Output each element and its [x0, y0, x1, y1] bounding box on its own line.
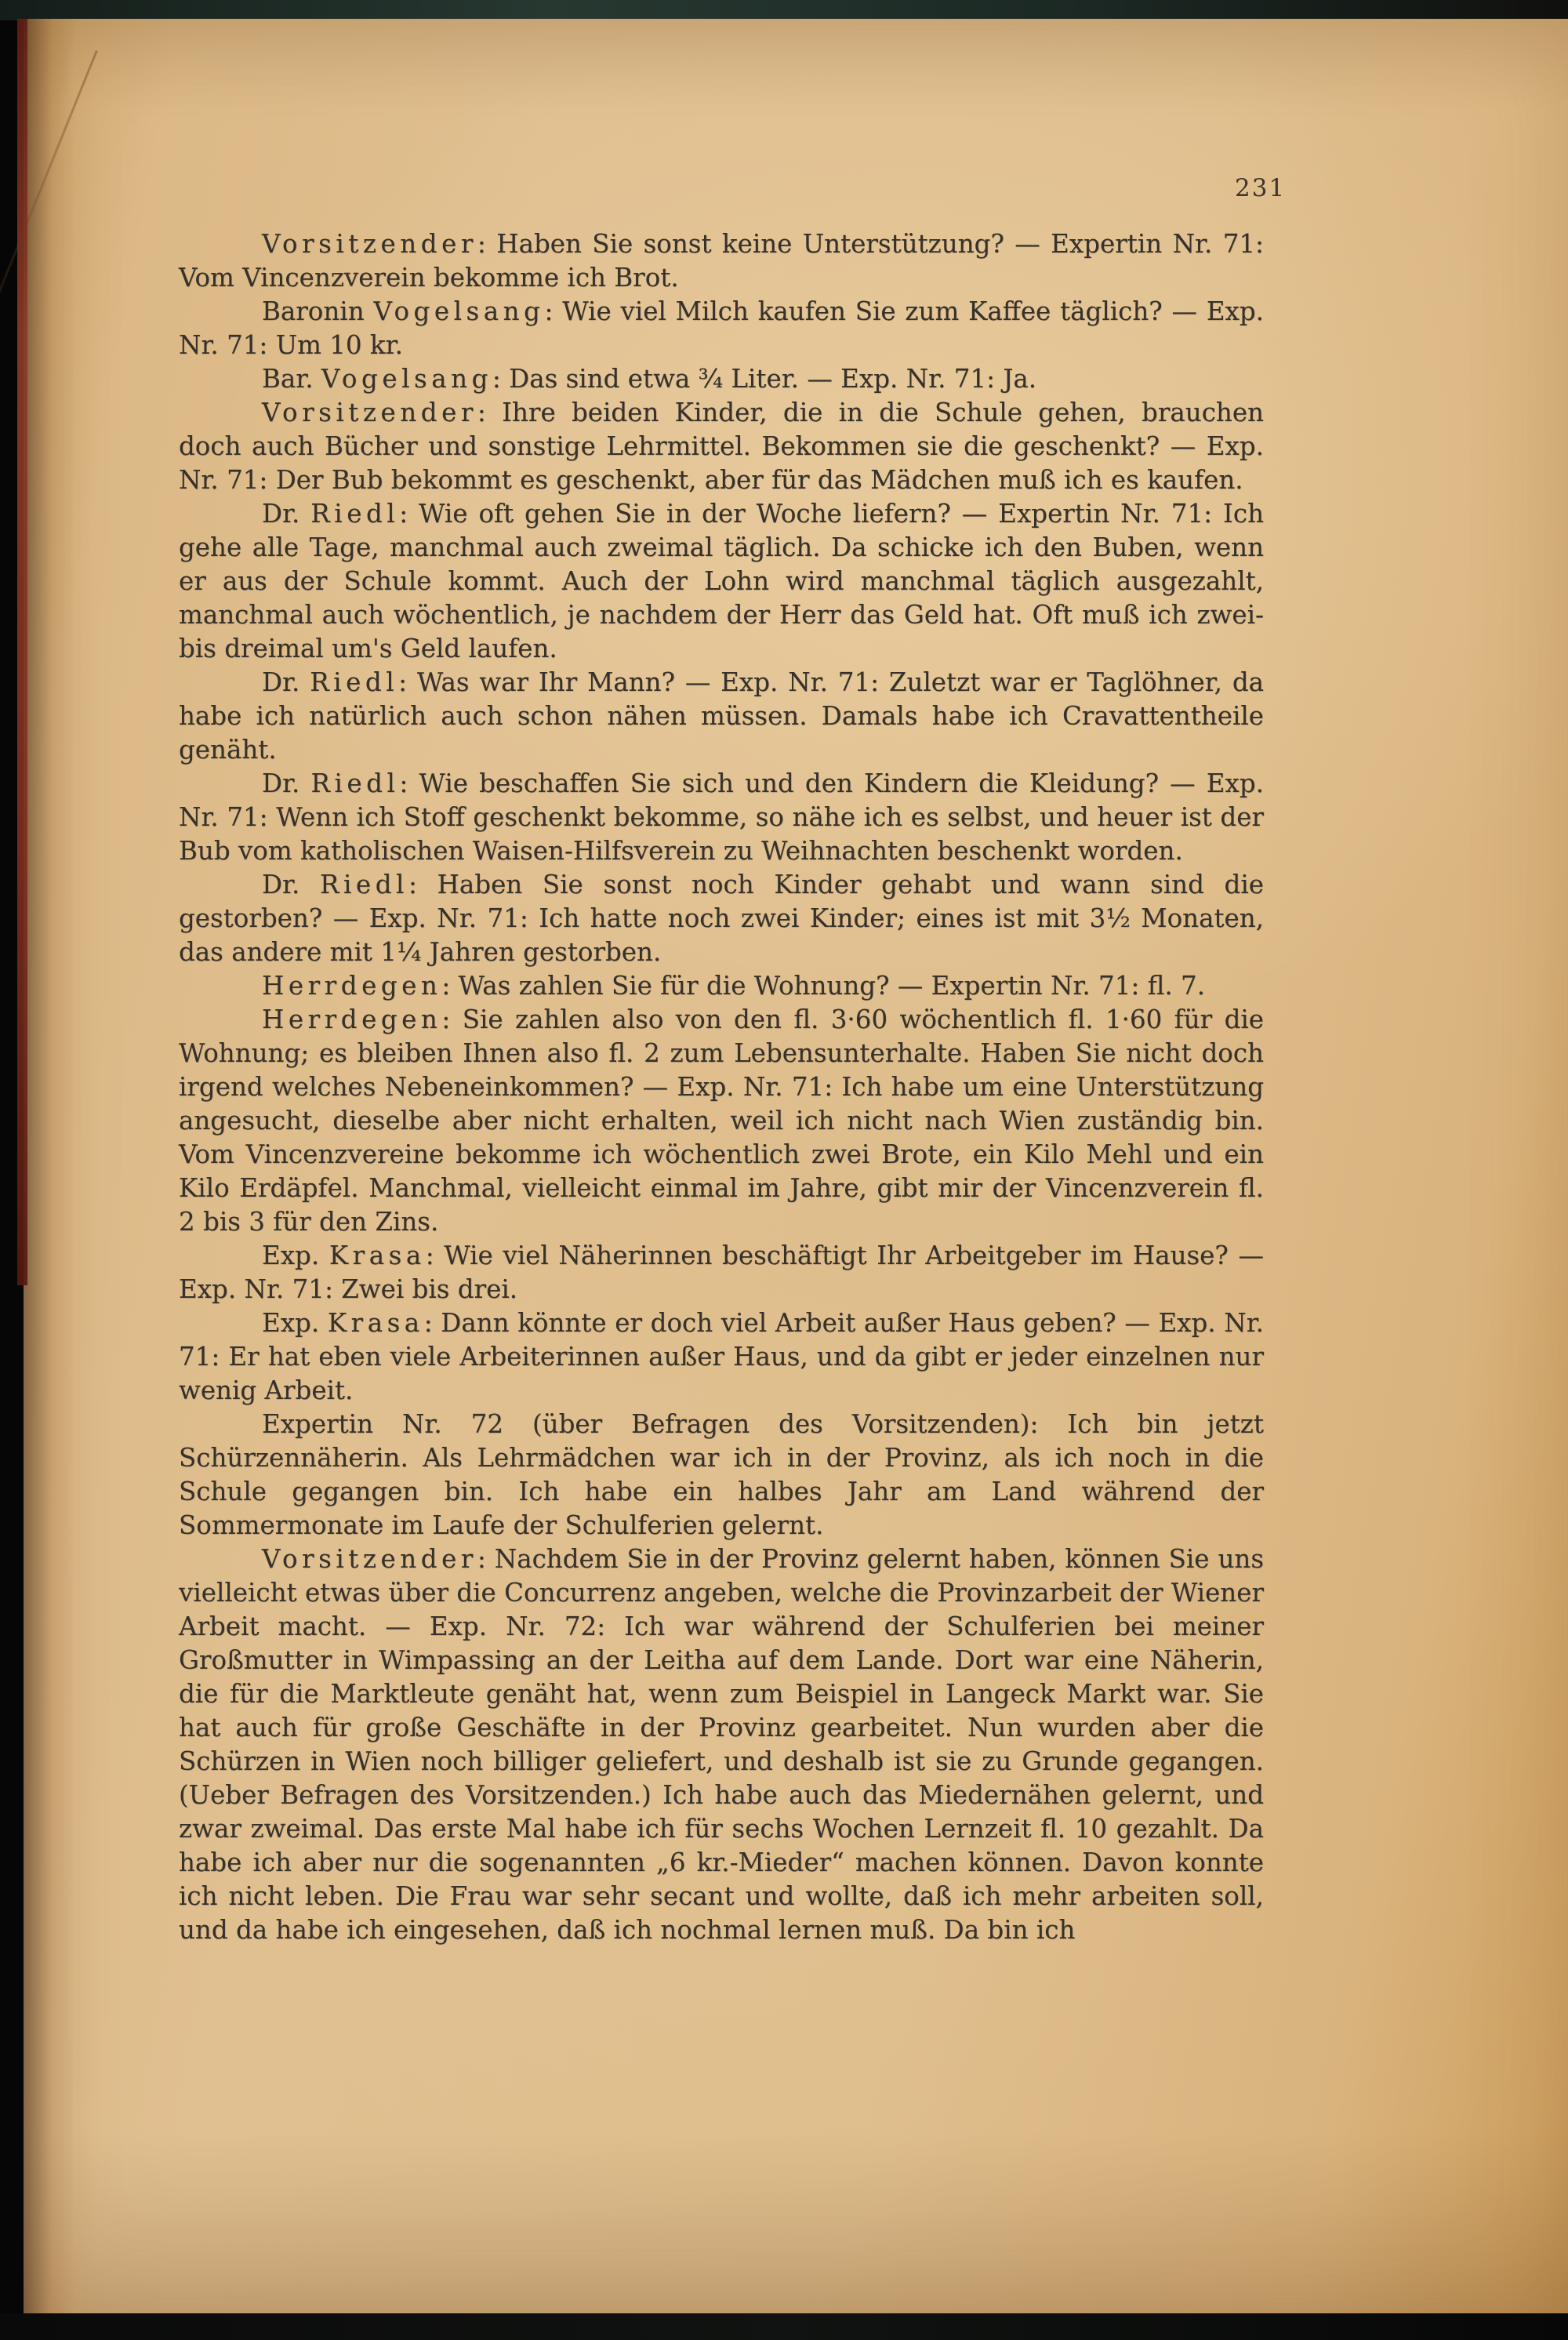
paragraph: [179, 1408, 1264, 1542]
paragraph-text: : Wie beschaffen Sie sich und den Kindern die Kleidung? — Exp. Nr. 71: Wenn ich Stoff geschenkt bekomme, so nähe ich es selbst, und heuer ist der Bub vom katholischen Waisen-Hilfsverein zu Weihnachten beschenkt worden.: [179, 768, 1264, 866]
paragraph-text: : Haben Sie sonst noch Kinder gehabt und wann sind die gestorben? — Exp. Nr. 71: Ich hatte noch zwei Kinder; eines ist mit 3½ Monaten, das andere mit 1¼ Jahren gestorben.: [179, 870, 1264, 967]
paragraph-text: : Was zahlen Sie für die Wohnung? — Expertin Nr. 71: fl. 7.: [441, 971, 1206, 1001]
speaker-name: Riedl: [310, 667, 399, 697]
paragraph-text: : Sie zahlen also von den fl. 3·60 wöchentlich fl. 1·60 für die Wohnung; es bleiben Ihnen also fl. 2 zum Lebensunterhalte. Haben Sie nicht doch irgend welches Nebeneinkommen? — Exp. Nr. 71: Ich habe um eine Unterstützung angesucht, dieselbe aber nicht erhalten, weil ich nicht nach Wien zuständig bin. Vom Vincenzvereine bekomme ich wöchentlich zwei Brote, ein Kilo Mehl und ein Kilo Erdäpfel. Manchmal, vielleicht einmal im Jahre, gibt mir der Vincenzverein fl. 2 bis 3 für den Zins.: [179, 1005, 1264, 1237]
paragraph: [179, 666, 1264, 767]
paragraph: [179, 868, 1264, 969]
paragraph: [179, 295, 1264, 362]
speaker-name: Krasa: [328, 1241, 426, 1270]
paragraph-text: : Nachdem Sie in der Provinz gelernt haben, können Sie uns vielleicht etwas über die Concurrenz angeben, welche die Provinzarbeit der Wiener Arbeit macht. — Exp. Nr. 72: Ich war während der Schulferien bei meiner Großmutter in Wimpassing an der Leitha auf dem Lande. Dort war eine Näherin, die für die Marktleute genäht hat, wenn zum Beispiel in Langeck Markt war. Sie hat auch für große Geschäfte in der Provinz gearbeitet. Nun wurden aber die Schürzen in Wien noch billiger geliefert, und deshalb ist sie zu Grunde gegangen. (Ueber Befragen des Vorsitzenden.) Ich habe auch das Miedernähen gelernt, und zwar zweimal. Das erste Mal habe ich für sechs Wochen Lernzeit fl. 10 gezahlt. Da habe ich aber nur die sogenannten „6 kr.-Mieder“ machen können. Davon konnte ich nicht leben. Die Frau war sehr secant und wollte, daß ich mehr arbeiten soll, und da habe ich eingesehen, daß ich nochmal lernen muß. Da bin ich: [179, 1544, 1264, 1945]
speaker-name: Herrdegen: [262, 1005, 442, 1034]
speaker-name: Vogelsang: [321, 364, 492, 394]
book-bottom-edge: [0, 2313, 1568, 2340]
speaker-name: Riedl: [320, 870, 408, 899]
paragraph: [179, 969, 1264, 1003]
paragraph-text: Bar.: [262, 364, 321, 394]
speaker-name: Riedl: [310, 499, 400, 529]
speaker-name: Vorsitzender: [262, 229, 477, 259]
book-top-edge: [0, 0, 1568, 20]
paragraph: [179, 1003, 1264, 1239]
paragraph-text: Baronin: [262, 296, 374, 326]
paragraph-text: Exp.: [262, 1241, 329, 1270]
paragraph-text: Dr.: [262, 667, 310, 697]
paragraph: [179, 1542, 1264, 1947]
paragraph: [179, 767, 1264, 868]
paragraph-text: : Ihre beiden Kinder, die in die Schule gehen, brauchen doch auch Bücher und sonstige Lehrmittel. Bekommen sie die geschenkt? — Exp. Nr. 71: Der Bub bekommt es geschenkt, aber für das Mädchen muß ich es kaufen.: [179, 398, 1264, 495]
paragraph: [179, 497, 1264, 666]
spine-red-strip: [17, 19, 27, 1285]
paragraph-text: : Wie oft gehen Sie in der Woche liefern? — Expertin Nr. 71: Ich gehe alle Tage, manchmal auch zweimal täglich. Da schicke ich den Buben, wenn er aus der Schule kommt. Auch der Lohn wird manchmal täglich ausgezahlt, manchmal auch wöchentlich, je nachdem der Herr das Geld hat. Oft muß ich zwei- bis dreimal um's Geld laufen.: [179, 499, 1265, 663]
page-gutter-shadow: [24, 19, 98, 2315]
speaker-name: Krasa: [327, 1308, 424, 1338]
paragraph: [179, 227, 1264, 295]
paragraph: [179, 1239, 1264, 1306]
book-page: [24, 19, 1568, 2315]
paragraph-text: Dr.: [262, 768, 311, 798]
paragraph-text: : Wie viel Milch kaufen Sie zum Kaffee täglich? — Exp. Nr. 71: Um 10 kr.: [179, 296, 1265, 360]
paragraph-text: Dr.: [262, 499, 311, 529]
speaker-name: Herrdegen: [262, 971, 442, 1001]
speaker-name: Vorsitzender: [262, 1544, 477, 1574]
paragraph-text: Dr.: [262, 870, 321, 899]
text-block: [179, 227, 1264, 1947]
paragraph-text: Expertin Nr. 72 (über Befragen des Vorsitzenden): Ich bin jetzt Schürzennäherin. Als Lehrmädchen war ich in der Provinz, als ich noch in die Schule gegangen bin. Ich habe ein halbes Jahr am Land während der Sommermonate im Laufe der Schulferien gelernt.: [179, 1409, 1264, 1540]
speaker-name: Vogelsang: [373, 296, 545, 326]
paragraph-text: : Wie viel Näherinnen beschäftigt Ihr Arbeitgeber im Hause? — Exp. Nr. 71: Zwei bis drei.: [179, 1241, 1264, 1304]
paragraph-text: Exp.: [262, 1308, 328, 1338]
page-number: 231: [1235, 174, 1287, 202]
paragraph-text: : Haben Sie sonst keine Unterstützung? — Expertin Nr. 71: Vom Vincenzverein bekomme ich Brot.: [179, 229, 1264, 292]
paragraph-text: : Was war Ihr Mann? — Exp. Nr. 71: Zuletzt war er Taglöhner, da habe ich natürlich auch schon nähen müssen. Damals habe ich Cravattentheile genäht.: [179, 667, 1264, 765]
paragraph: [179, 1306, 1264, 1408]
paragraph-text: : Das sind etwa ¾ Liter. — Exp. Nr. 71: Ja.: [492, 364, 1037, 394]
paragraph: [179, 362, 1264, 396]
paragraph-text: : Dann könnte er doch viel Arbeit außer Haus geben? — Exp. Nr. 71: Er hat eben viele Arbeiterinnen außer Haus, und da gibt er jeder einzelnen nur wenig Arbeit.: [179, 1308, 1264, 1405]
speaker-name: Vorsitzender: [262, 398, 477, 427]
paragraph: [179, 396, 1264, 497]
speaker-name: Riedl: [310, 768, 400, 798]
